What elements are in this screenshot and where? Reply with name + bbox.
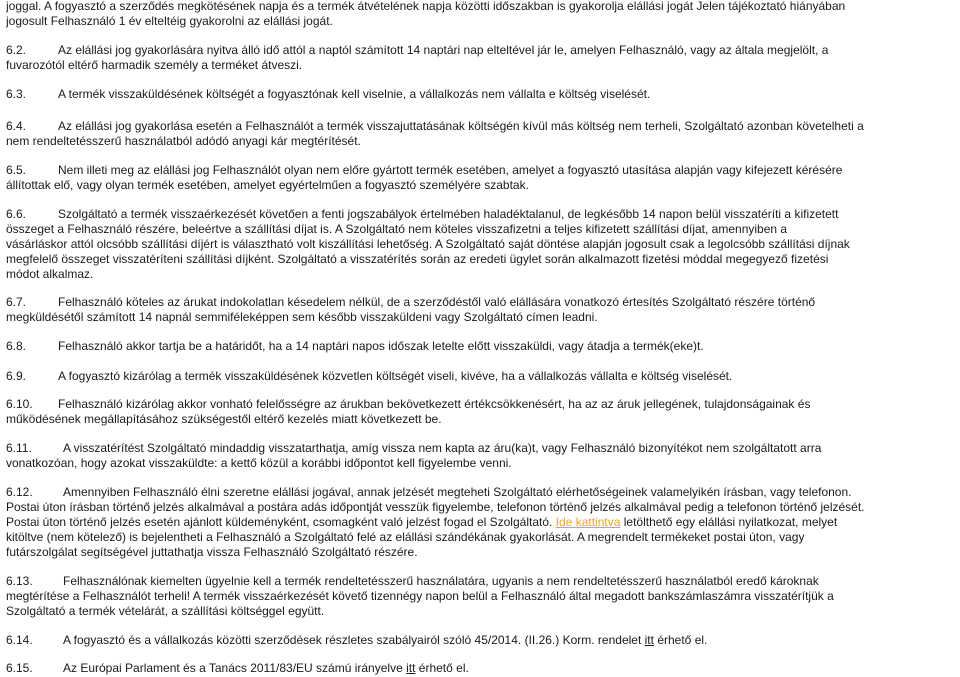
- section-6-13: [6, 574, 954, 619]
- section-text: Amennyiben Felhasználó élni szeretne elállási jogával, annak jelzését megteheti Szolgáltató elérhetőségeinek valamelyikén írásban, vagy telefonon.: [63, 485, 852, 499]
- section-text: Felhasználó köteles az árukat indokolatlan késedelem nélkül, de a szerződéstől való elállására vonatkozó értesítés Szolgáltató részére történő: [58, 295, 816, 309]
- section-6-6: [6, 207, 954, 282]
- section-6-10: [6, 397, 954, 427]
- section-6-9: [6, 369, 954, 384]
- section-text: Nem illeti meg az elállási jog Felhasználót olyan nem előre gyártott termék esetében, amelyet a fogyasztó utasítása alapján vagy kifejezett kérésére: [58, 163, 843, 177]
- section-text: Felhasználó kizárólag akkor vonható felelősségre az árukban bekövetkezett értékcsökkenésért, ha az az áruk jellegének, tulajdonságainak és: [58, 397, 811, 411]
- section-6-8: [6, 339, 954, 354]
- section-6-14: [6, 633, 954, 648]
- section-text: letölthető egy elállási nyilatkozat, melyet: [623, 515, 838, 529]
- section-text: Az elállási jog gyakorlása esetén a Felhasználót a termék visszajuttatásának költségén kívül más költség nem terheli, Szolgáltató azonban követelheti a: [58, 119, 864, 133]
- section-6-2: [6, 43, 954, 73]
- section-text: A termék visszaküldésének költségét a fogyasztónak kell viselnie, a vállalkozás nem vállalta e költség viselését.: [58, 87, 651, 101]
- section-text: vásárláskor attól olcsóbb szállítási díjért is választható volt kiszállítási lehetőség. A Szolgáltató saját döntése alapján jogosult csak a legolcsóbb szállítási díjnak: [6, 237, 850, 251]
- section-number: 6.6.: [6, 207, 27, 221]
- section-text: vonatkozóan, hogy azokat visszaküldte: a kettő közül a korábbi időpontot kell figyelembe venni.: [6, 456, 512, 470]
- section-text: Felhasználónak kiemelten ügyelnie kell a termék rendeltetésszerű használatára, ugyanis a nem rendeltetésszerű használatból eredő károknak: [63, 574, 819, 588]
- regulation-link[interactable]: itt: [644, 633, 654, 647]
- section-text: Postai úton írásban történő jelzés alkalmával a postára adás időpontját vesszük figyelembe, telefonon történő jelzés alkalmával pedig a telefonon történő jelzését.: [6, 500, 865, 514]
- section-number: 6.10.: [6, 397, 33, 411]
- download-form-link[interactable]: Ide kattintva: [555, 515, 621, 529]
- intro-paragraph: [6, 0, 954, 29]
- section-text: Az elállási jog gyakorlására nyitva álló idő attól a naptól számított 14 naptári nap elteltével jár le, amelyen Felhasználó, vagy az általa megjelölt, a: [58, 43, 829, 57]
- intro-line: joggal. A fogyasztó a szerződés megkötésének napja és a termék átvételének napja közötti időszakban is gyakorolja elállási jogát Jelen tájékoztató hiányában: [6, 0, 846, 13]
- section-number: 6.11.: [6, 441, 32, 455]
- section-6-3: [6, 87, 954, 102]
- section-number: 6.15.: [6, 661, 33, 675]
- section-text: Felhasználó akkor tartja be a határidőt, ha a 14 naptári napos időszak letelte előtt visszaküldi, vagy átadja a termék(eke)t.: [58, 339, 704, 353]
- section-text: érhető el.: [657, 633, 708, 647]
- section-number: 6.9.: [6, 369, 27, 383]
- section-text: futárszolgálat segítségével juttathatja vissza Felhasználó Szolgáltató részére.: [6, 545, 418, 559]
- section-6-4: [6, 119, 954, 149]
- section-number: 6.7.: [6, 295, 27, 309]
- section-text: Postai úton történő jelzés esetén ajánlott küldeményként, csomagként való jelzést fogad el Szolgáltató.: [6, 515, 553, 529]
- section-number: 6.2.: [6, 43, 27, 57]
- section-text: állítottak elő, vagy olyan termék esetében, amelyet egyértelműen a fogyasztó személyére szabtak.: [6, 178, 529, 192]
- section-text: A visszatérítést Szolgáltató mindaddig visszatarthatja, amíg vissza nem kapta az áru(ka)t, vagy Felhasználó bizonyítékot nem szolgáltatott arra: [63, 441, 822, 455]
- section-text: működésének megállapításához szükségestől eltérő kezelés miatt következett be.: [6, 412, 442, 426]
- section-text: megfelelő összeget visszatéríteni szállítási díjként. Szolgáltató a visszatérítés során az eredeti ügylet során alkalmazott fizetési móddal megegyező fizetési: [6, 252, 829, 266]
- section-number: 6.8.: [6, 339, 27, 353]
- section-number: 6.13.: [6, 574, 33, 588]
- section-number: 6.3.: [6, 87, 27, 101]
- section-6-12: [6, 485, 954, 560]
- section-6-15: [6, 661, 954, 676]
- section-text: Szolgáltató a termék visszaérkezését követően a fenti jogszabályok értelmében haladéktalanul, de legkésőbb 14 napon belül visszatéríti a kifizetett: [58, 207, 839, 221]
- section-text: megküldésétől számított 14 napnál semmiféleképpen sem később visszaküldeni vagy Szolgáltató címen leadni.: [6, 310, 598, 324]
- section-number: 6.5.: [6, 163, 27, 177]
- section-text: nem rendeltetésszerű használatból adódó anyagi kár megtérítését.: [6, 134, 361, 148]
- section-text: érhető el.: [418, 661, 469, 675]
- section-text: megtérítése a Felhasználót terheli! A termék visszaérkezését követő tizennégy napon belül a Felhasználó által megadott bankszámlaszámra visszatérítjük a: [6, 589, 834, 603]
- section-6-5: [6, 163, 954, 193]
- directive-link[interactable]: itt: [406, 661, 416, 675]
- section-text: fuvarozótól eltérő harmadik személy a terméket átveszi.: [6, 58, 303, 72]
- section-text: Szolgáltató a termék vételárát, a szállítási költséggel együtt.: [6, 604, 325, 618]
- section-6-7: [6, 295, 954, 325]
- section-text: Az Európai Parlament és a Tanács 2011/83/EU számú irányelve: [63, 661, 403, 675]
- section-number: 6.4.: [6, 119, 27, 133]
- section-6-11: [6, 441, 954, 471]
- intro-line: jogosult Felhasználó 1 év elteltéig gyakorolni az elállási jogát.: [6, 14, 333, 28]
- section-text: A fogyasztó kizárólag a termék visszaküldésének közvetlen költségét viseli, kivéve, ha a vállalkozás vállalta e költség viselését.: [58, 369, 733, 383]
- section-text: összeget a Felhasználó részére, beleértve a szállítási díjat is. A Szolgáltató nem köteles visszafizetni a teljes kifizetett szállítási díjat, amennyiben a: [6, 222, 788, 236]
- section-text: kitöltve (nem kötelező) is bejelentheti a Felhasználó a Szolgáltató felé az elállási szándékának gyakorlását. A megrendelt termékeket postai úton, vagy: [6, 530, 805, 544]
- section-number: 6.12.: [6, 485, 33, 499]
- section-number: 6.14.: [6, 633, 33, 647]
- section-text: módot alkalmaz.: [6, 267, 94, 281]
- section-text: A fogyasztó és a vállalkozás közötti szerződések részletes szabályairól szóló 45/2014. (II.26.) Korm. rendelet: [63, 633, 642, 647]
